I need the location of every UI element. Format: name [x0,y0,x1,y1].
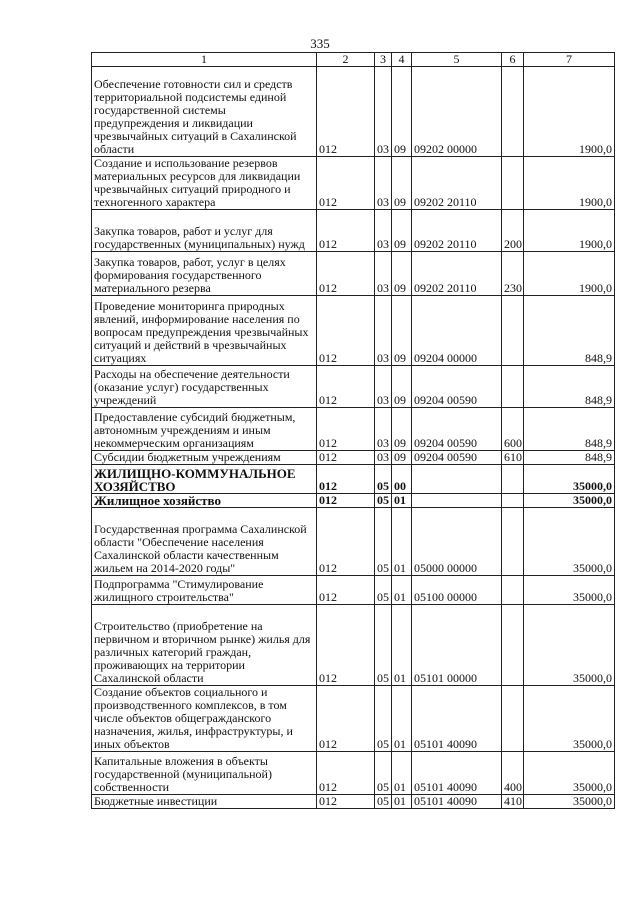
row-label: Государственная программа Сахалинской области "Обеспечение населения Сахалинской области качественным жильем на 2014-2020 годы" [92,508,317,576]
row-cell-c5: 05101 40090 [412,795,502,809]
table-row [92,408,615,451]
row-label: Создание и использование резервов материальных ресурсов для ликвидации чрезвычайных ситуаций природного и техногенного характера [92,157,317,210]
row-cell-c3: 05 [375,686,392,752]
row-cell-c5 [412,465,502,494]
column-header: 6 [502,53,524,67]
row-cell-c5: 05100 00000 [412,576,502,605]
row-cell-c4: 09 [392,252,412,296]
row-cell-c3: 03 [375,296,392,366]
row-cell-c2: 012 [317,576,375,605]
row-cell-c4: 09 [392,366,412,408]
table-row [92,752,615,795]
table-row [92,508,615,576]
row-cell-c2: 012 [317,686,375,752]
row-label: Строительство (приобретение на первичном и вторичном рынке) жилья для различных категорий граждан, проживающих на территории Сахалинской области [92,605,317,686]
row-cell-c4: 01 [392,686,412,752]
row-label: Расходы на обеспечение деятельности (оказание услуг) государственных учреждений [92,366,317,408]
row-cell-c4: 01 [392,752,412,795]
row-cell-c4: 00 [392,465,412,494]
row-cell-c7: 35000,0 [524,795,615,809]
row-cell-c3: 05 [375,576,392,605]
row-cell-c5: 05101 40090 [412,752,502,795]
column-header: 2 [317,53,375,67]
row-cell-c3: 05 [375,752,392,795]
row-cell-c6: 410 [502,795,524,809]
table-row [92,494,615,508]
row-cell-c4: 01 [392,605,412,686]
row-cell-c3: 03 [375,252,392,296]
row-cell-c5: 09202 20110 [412,210,502,252]
row-cell-c6 [502,67,524,157]
row-cell-c6: 610 [502,451,524,465]
row-cell-c7: 35000,0 [524,465,615,494]
row-cell-c6 [502,508,524,576]
row-cell-c4: 01 [392,494,412,508]
row-cell-c7: 848,9 [524,408,615,451]
column-header: 7 [524,53,615,67]
row-cell-c3: 05 [375,605,392,686]
row-cell-c4: 01 [392,795,412,809]
row-cell-c4: 01 [392,576,412,605]
row-label: Подпрограмма "Стимулирование жилищного строительства" [92,576,317,605]
page-number: 335 [310,36,330,51]
row-label: Жилищное хозяйство [92,494,317,508]
row-label: Предоставление субсидий бюджетным, автономным учреждениям и иным некоммерческим организациям [92,408,317,451]
row-label: Обеспечение готовности сил и средств территориальной подсистемы единой государственной системы предупреждения и ликвидации чрезвычайных ситуаций в Сахалинской области [92,67,317,157]
row-cell-c6 [502,605,524,686]
row-cell-c5: 09204 00590 [412,366,502,408]
row-cell-c7: 35000,0 [524,605,615,686]
row-cell-c2: 012 [317,795,375,809]
row-cell-c7: 35000,0 [524,494,615,508]
row-cell-c5: 09204 00590 [412,408,502,451]
row-cell-c5: 05000 00000 [412,508,502,576]
row-cell-c4: 09 [392,451,412,465]
row-cell-c6: 400 [502,752,524,795]
row-cell-c2: 012 [317,408,375,451]
row-cell-c4: 09 [392,210,412,252]
table-row [92,252,615,296]
row-cell-c5 [412,494,502,508]
row-cell-c6 [502,465,524,494]
row-cell-c4: 09 [392,296,412,366]
row-cell-c6 [502,366,524,408]
table-row [92,210,615,252]
row-cell-c7: 35000,0 [524,508,615,576]
row-cell-c6: 230 [502,252,524,296]
row-cell-c5: 09202 00000 [412,67,502,157]
row-cell-c2: 012 [317,366,375,408]
row-cell-c2: 012 [317,605,375,686]
row-cell-c2: 012 [317,465,375,494]
row-label: Капитальные вложения в объекты государственной (муниципальной) собственности [92,752,317,795]
row-cell-c5: 05101 40090 [412,686,502,752]
row-cell-c3: 05 [375,795,392,809]
row-cell-c7: 848,9 [524,366,615,408]
row-cell-c3: 03 [375,157,392,210]
row-cell-c6 [502,576,524,605]
row-cell-c3: 03 [375,451,392,465]
row-cell-c6: 600 [502,408,524,451]
table-row [92,465,615,494]
table-row [92,157,615,210]
table-row [92,366,615,408]
row-cell-c3: 05 [375,508,392,576]
row-cell-c4: 01 [392,508,412,576]
row-cell-c2: 012 [317,494,375,508]
row-cell-c6 [502,296,524,366]
row-cell-c2: 012 [317,67,375,157]
column-header: 4 [392,53,412,67]
row-cell-c7: 1900,0 [524,210,615,252]
row-label: Закупка товаров, работ, услуг в целях формирования государственного материального резерва [92,252,317,296]
row-cell-c2: 012 [317,508,375,576]
row-cell-c7: 35000,0 [524,686,615,752]
row-cell-c3: 03 [375,366,392,408]
row-cell-c7: 848,9 [524,296,615,366]
row-cell-c2: 012 [317,451,375,465]
row-cell-c2: 012 [317,157,375,210]
row-cell-c6 [502,494,524,508]
table-row [92,795,615,809]
row-cell-c3: 05 [375,494,392,508]
row-label: Создание объектов социального и производственного комплексов, в том числе объектов общегражданского назначения, жилья, инфраструктуры, и иных объектов [92,686,317,752]
row-label: Бюджетные инвестиции [92,795,317,809]
row-cell-c3: 03 [375,67,392,157]
row-cell-c4: 09 [392,67,412,157]
row-cell-c5: 09202 20110 [412,252,502,296]
row-cell-c5: 05101 00000 [412,605,502,686]
row-cell-c5: 09204 00590 [412,451,502,465]
column-header: 3 [375,53,392,67]
table-row [92,296,615,366]
row-cell-c2: 012 [317,252,375,296]
column-header: 1 [92,53,317,67]
row-cell-c3: 03 [375,408,392,451]
row-cell-c2: 012 [317,752,375,795]
table-row [92,686,615,752]
row-cell-c6 [502,157,524,210]
header-row [92,53,615,67]
row-cell-c5: 09204 00000 [412,296,502,366]
row-cell-c4: 09 [392,157,412,210]
row-cell-c5: 09202 20110 [412,157,502,210]
row-cell-c6 [502,686,524,752]
row-cell-c7: 1900,0 [524,157,615,210]
row-cell-c7: 1900,0 [524,67,615,157]
row-cell-c6: 200 [502,210,524,252]
row-label: Проведение мониторинга природных явлений, информирование населения по вопросам предупреждения чрезвычайных ситуаций и действий в чрезвычайных ситуациях [92,296,317,366]
row-cell-c4: 09 [392,408,412,451]
row-cell-c3: 05 [375,465,392,494]
table-row [92,576,615,605]
row-cell-c7: 1900,0 [524,252,615,296]
row-cell-c2: 012 [317,210,375,252]
table-row [92,67,615,157]
row-label: Закупка товаров, работ и услуг для государственных (муниципальных) нужд [92,210,317,252]
table-row [92,451,615,465]
table-row [92,605,615,686]
row-cell-c7: 848,9 [524,451,615,465]
budget-table [91,52,615,809]
row-cell-c2: 012 [317,296,375,366]
row-cell-c7: 35000,0 [524,752,615,795]
row-cell-c7: 35000,0 [524,576,615,605]
column-header: 5 [412,53,502,67]
row-label: ЖИЛИЩНО-КОММУНАЛЬНОЕ ХОЗЯЙСТВО [92,465,317,494]
row-label: Субсидии бюджетным учреждениям [92,451,317,465]
row-cell-c3: 03 [375,210,392,252]
